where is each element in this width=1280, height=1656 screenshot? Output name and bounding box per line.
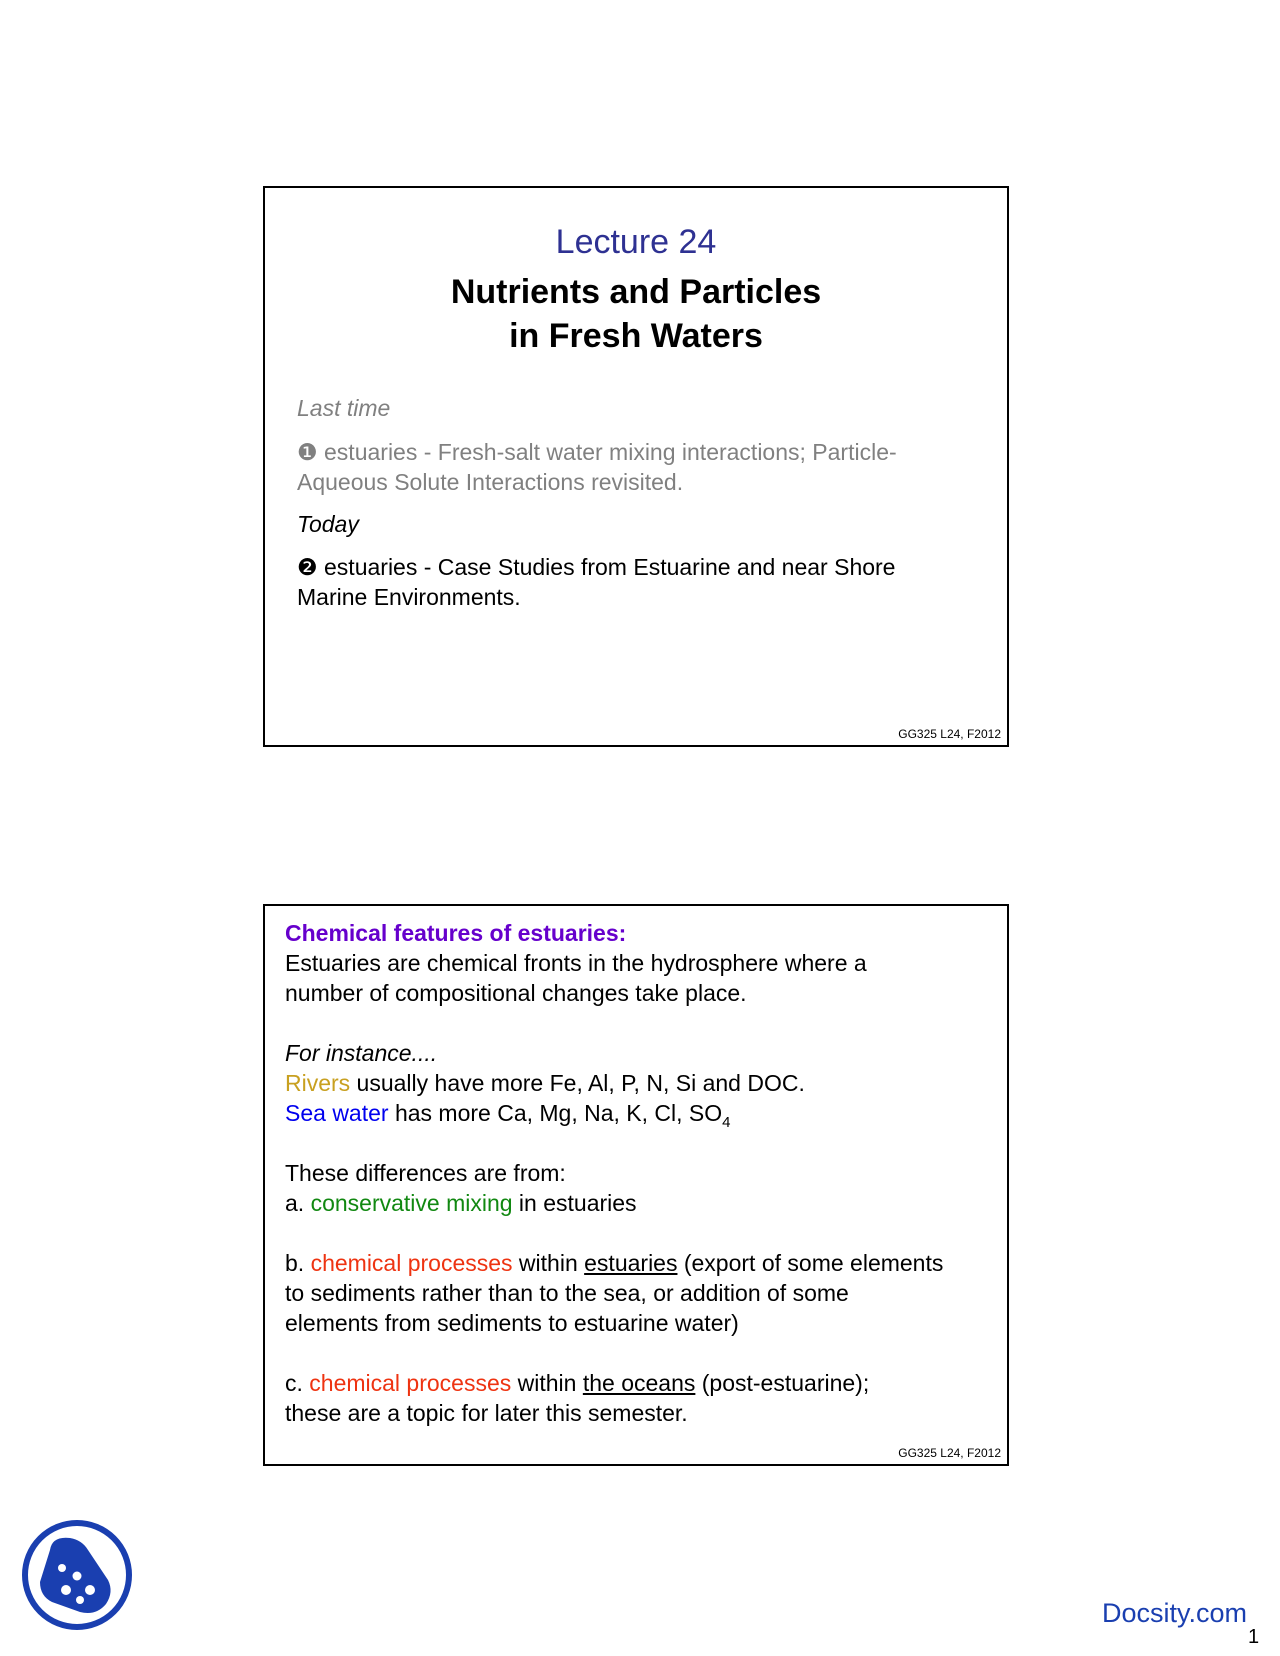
intro-line-2: number of compositional changes take place. [285,980,747,1006]
item-b-line-2: to sediments rather than to the sea, or addition of some [285,1280,849,1306]
item-c-underlined: the oceans [582,1370,696,1396]
slide-footer: GG325 L24, F2012 [898,727,1001,741]
item-b-colored: chemical processes [310,1250,513,1276]
sea-text: has more Ca, Mg, Na, K, Cl, SO [388,1100,723,1126]
item-b-line-1 [285,1248,995,1278]
last-time-text-1: estuaries - Fresh-salt water mixing interactions; Particle- [317,439,897,465]
docsity-logo-icon[interactable] [22,1520,132,1630]
slide-1 [263,186,1009,747]
item-c-line-1 [285,1368,995,1398]
for-instance: For instance.... [285,1040,438,1066]
slide-2-body [285,918,995,1428]
sea-line [285,1098,995,1131]
today-item [297,552,977,612]
docsity-brand-link[interactable]: Docsity.com [1102,1598,1248,1628]
bullet-2-icon: ❷ [297,554,318,580]
bullet-1-icon: ❶ [297,439,318,465]
item-a-prefix: a. [285,1190,311,1216]
item-c-mid: within [511,1370,583,1396]
subtitle-line-1: Nutrients and Particles [450,273,822,311]
last-time-text-2: Aqueous Solute Interactions revisited. [297,469,684,495]
item-b-line-3: elements from sediments to estuarine water) [285,1310,739,1336]
item-a-colored: conservative mixing [310,1190,513,1216]
sea-label: Sea water [285,1100,389,1126]
item-c-rest: (post-estuarine); [695,1370,870,1396]
subtitle-line-2: in Fresh Waters [509,317,763,355]
today-text-1: estuaries - Case Studies from Estuarine and near Shore [317,554,896,580]
rivers-line [285,1068,995,1098]
item-c-prefix: c. [285,1370,310,1396]
rivers-text: usually have more Fe, Al, P, N, Si and DOC. [350,1070,805,1096]
today-text-2: Marine Environments. [297,584,521,610]
item-c-line-2: these are a topic for later this semester. [285,1400,688,1426]
last-time-item [297,437,977,497]
last-time-label: Last time [297,395,391,421]
today-label: Today [297,511,359,537]
slide-2 [263,904,1009,1466]
slide-footer: GG325 L24, F2012 [898,1446,1001,1460]
lecture-subtitle [265,270,1007,358]
item-b-prefix: b. [285,1250,311,1276]
sea-subscript: 4 [722,1114,731,1131]
item-b-rest: (export of some elements [677,1250,944,1276]
diff-intro: These differences are from: [285,1160,566,1186]
intro-line-1: Estuaries are chemical fronts in the hydrosphere where a [285,950,867,976]
item-c-colored: chemical processes [309,1370,512,1396]
page-number: 1 [1248,1626,1260,1648]
section-heading: Chemical features of estuaries: [285,920,627,946]
item-a [285,1188,995,1218]
item-b-mid: within [512,1250,585,1276]
lecture-title: Lecture 24 [555,223,717,261]
rivers-label: Rivers [285,1070,351,1096]
item-a-rest: in estuaries [512,1190,637,1216]
item-b-underlined: estuaries [584,1250,678,1276]
